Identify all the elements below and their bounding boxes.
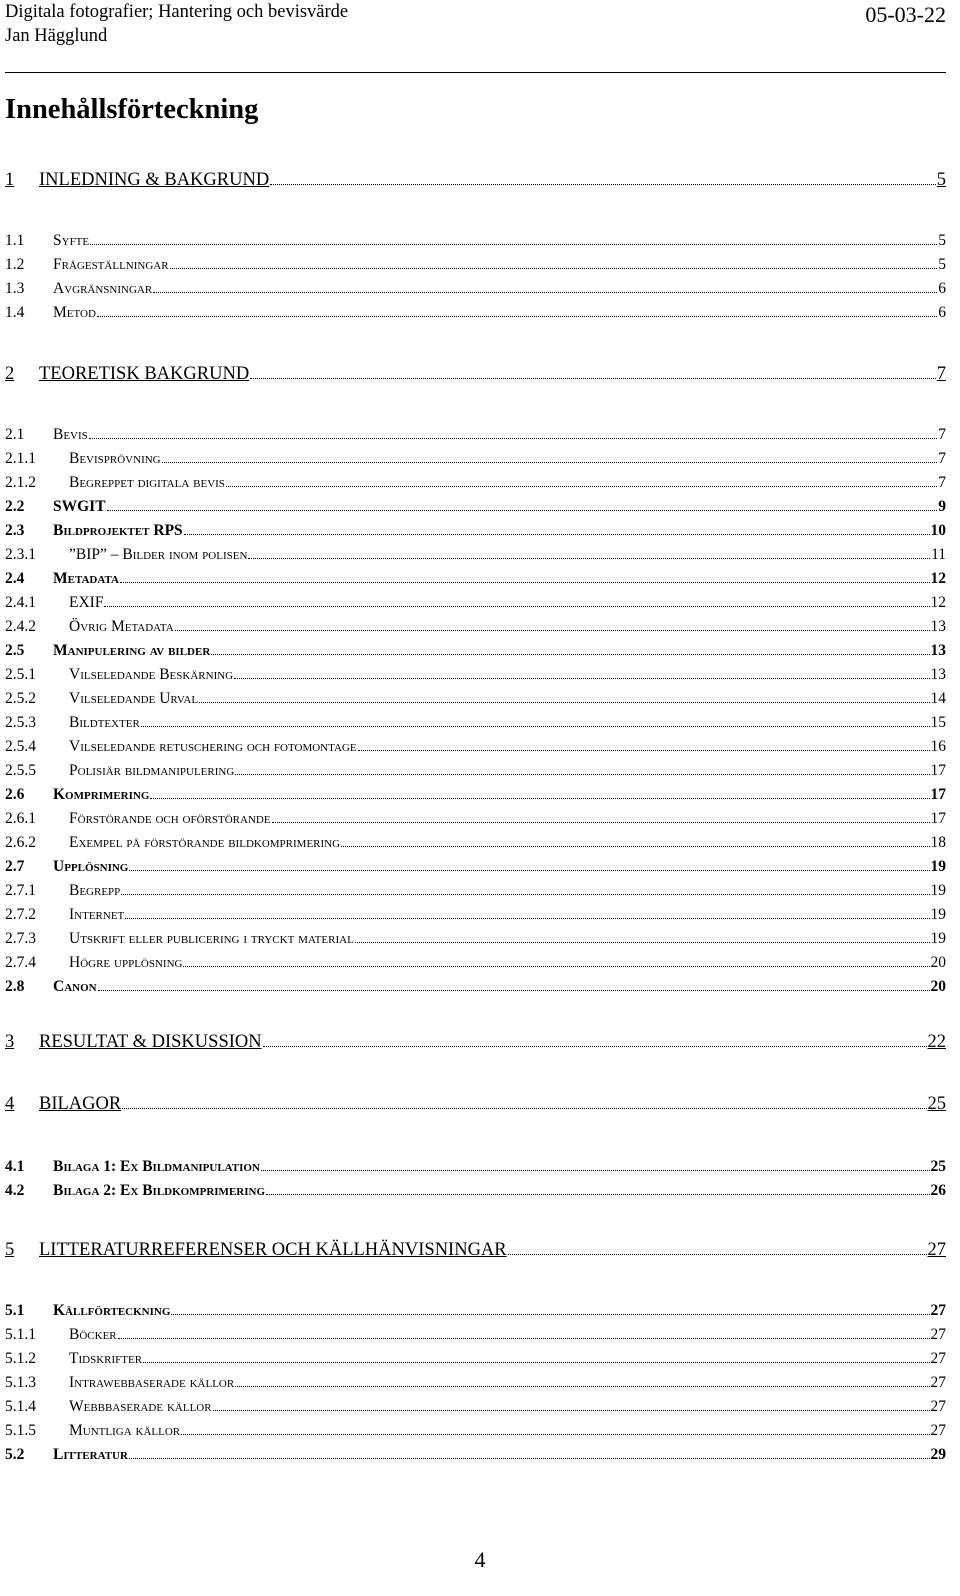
toc-heading: Innehållsförteckning	[5, 94, 259, 125]
toc-entry-title: Litteratur	[53, 1446, 128, 1463]
toc-entry-page: 20	[930, 954, 946, 971]
toc-entry[interactable]	[5, 256, 946, 274]
toc-entry-page: 27	[930, 1302, 946, 1319]
toc-entry-page: 11	[931, 546, 946, 563]
toc-entry-number: 2.8	[5, 978, 25, 995]
toc-entry-page: 17	[930, 786, 946, 803]
toc-entry-number: 2.6	[5, 786, 25, 803]
toc-entry[interactable]	[5, 570, 946, 588]
toc-entry-page: 5	[938, 232, 946, 249]
toc-entry-page: 27	[927, 1240, 946, 1260]
toc-entry-title: SWGIT	[53, 498, 106, 515]
toc-entry[interactable]	[5, 1398, 946, 1416]
toc-entry-title: Polisiär bildmanipulering	[69, 762, 235, 779]
dot-leader	[153, 292, 937, 293]
toc-entry[interactable]	[5, 906, 946, 924]
dot-leader	[122, 1108, 926, 1109]
toc-entry-number: 2.4	[5, 570, 25, 587]
toc-entry[interactable]	[5, 1240, 946, 1261]
toc-entry-number: 3	[5, 1032, 15, 1052]
toc-entry-page: 19	[930, 906, 946, 923]
dot-leader	[150, 798, 929, 799]
toc-entry-number: 2.2	[5, 498, 25, 515]
toc-entry[interactable]	[5, 1326, 946, 1344]
dot-leader	[272, 822, 930, 823]
toc-entry-title: Bilaga 2: Ex Bildkomprimering	[53, 1182, 266, 1199]
toc-entry[interactable]	[5, 714, 946, 732]
dot-leader	[250, 378, 936, 379]
toc-entry-title: Bilaga 1: Ex Bildmanipulation	[53, 1158, 260, 1175]
toc-entry[interactable]	[5, 522, 946, 540]
toc-entry-title: Förstörande och oförstörande	[69, 810, 271, 827]
dot-leader	[143, 1362, 929, 1363]
dot-leader	[358, 750, 930, 751]
toc-entry-number: 5.1.4	[5, 1398, 36, 1415]
toc-entry-number: 2.7.4	[5, 954, 36, 971]
dot-leader	[141, 726, 930, 727]
toc-entry-number: 1.3	[5, 280, 25, 297]
toc-entry-page: 29	[930, 1446, 946, 1463]
dot-leader	[213, 1410, 930, 1411]
toc-entry-title: Webbbaserade källor	[69, 1398, 212, 1415]
toc-entry[interactable]	[5, 786, 946, 804]
toc-entry[interactable]	[5, 618, 946, 636]
toc-entry-title: Intrawebbaserade källor	[69, 1374, 235, 1391]
dot-leader	[97, 316, 937, 317]
toc-entry-page: 27	[930, 1326, 946, 1343]
toc-entry-number: 5.2	[5, 1446, 25, 1463]
toc-entry[interactable]	[5, 1032, 946, 1053]
toc-entry-title: Manipulering av bilder	[53, 642, 211, 659]
dot-leader	[120, 582, 930, 583]
toc-entry-page: 10	[930, 522, 946, 539]
toc-entry-number: 2.1.2	[5, 474, 36, 491]
dot-leader	[129, 870, 929, 871]
dot-leader	[248, 558, 930, 559]
toc-entry-page: 27	[930, 1398, 946, 1415]
toc-entry-title: INLEDNING & BAKGRUND	[39, 170, 270, 190]
toc-entry[interactable]	[5, 474, 946, 492]
toc-entry-page: 14	[930, 690, 946, 707]
toc-entry-title: TEORETISK BAKGRUND	[39, 364, 250, 384]
toc-entry-number: 2.7.1	[5, 882, 36, 899]
toc-entry-page: 27	[930, 1422, 946, 1439]
toc-entry[interactable]	[5, 498, 946, 516]
toc-entry-number: 2.4.1	[5, 594, 36, 611]
toc-entry-number: 2	[5, 364, 15, 384]
toc-entry-title: Övrig Metadata	[69, 618, 174, 635]
toc-entry-number: 2.5.5	[5, 762, 36, 779]
toc-entry-title: Upplösning	[53, 858, 129, 875]
toc-entry-page: 20	[930, 978, 946, 995]
dot-leader	[266, 1194, 929, 1195]
toc-entry-title: LITTERATURREFERENSER OCH KÄLLHÄNVISNINGAR	[39, 1240, 507, 1260]
toc-entry-title: Begreppet digitala bevis	[69, 474, 225, 491]
toc-entry-title: EXIF	[69, 594, 104, 611]
toc-entry-page: 13	[930, 666, 946, 683]
toc-entry-number: 1.1	[5, 232, 25, 249]
dot-leader	[107, 510, 938, 511]
toc-entry-page: 25	[930, 1158, 946, 1175]
toc-entry-title: Internet	[69, 906, 125, 923]
dot-leader	[121, 894, 929, 895]
toc-entry-title: Bevis	[53, 426, 88, 443]
toc-entry-page: 26	[930, 1182, 946, 1199]
dot-leader	[98, 990, 930, 991]
toc-entry-page: 12	[930, 594, 946, 611]
toc-entry-page: 17	[930, 810, 946, 827]
toc-entry-title: Källförteckning	[53, 1302, 171, 1319]
toc-entry-page: 5	[936, 170, 946, 190]
toc-entry-title: Frågeställningar	[53, 256, 169, 273]
document-date: 05-03-22	[865, 2, 946, 27]
toc-entry-number: 2.3	[5, 522, 25, 539]
toc-entry-number: 5.1.3	[5, 1374, 36, 1391]
toc-entry[interactable]	[5, 978, 946, 996]
dot-leader	[235, 774, 929, 775]
toc-entry[interactable]	[5, 642, 946, 660]
toc-entry[interactable]	[5, 546, 946, 564]
dot-leader	[90, 244, 937, 245]
toc-entry[interactable]	[5, 1446, 946, 1464]
toc-entry[interactable]	[5, 1422, 946, 1440]
toc-entry-title: Begrepp	[69, 882, 121, 899]
author-name: Jan Hägglund	[5, 26, 108, 46]
toc-entry[interactable]	[5, 170, 946, 191]
toc-entry[interactable]	[5, 810, 946, 828]
toc-entry[interactable]	[5, 834, 946, 852]
document-title: Digitala fotografier; Hantering och bevisvärde	[5, 2, 349, 22]
toc-entry-title: Metod	[53, 304, 96, 321]
toc-entry-title: Utskrift eller publicering i tryckt material	[69, 930, 354, 947]
toc-entry[interactable]	[5, 1374, 946, 1392]
toc-entry-title: Bevisprövning	[69, 450, 161, 467]
dot-leader	[184, 534, 930, 535]
toc-entry-number: 2.5.4	[5, 738, 36, 755]
page-header	[5, 0, 946, 73]
toc-entry[interactable]	[5, 450, 946, 468]
toc-entry-page: 7	[938, 474, 946, 491]
toc-entry-number: 2.5.2	[5, 690, 36, 707]
toc-entry-page: 19	[930, 882, 946, 899]
toc-entry-page: 7	[938, 426, 946, 443]
toc-entry-number: 2.5.1	[5, 666, 36, 683]
toc-entry-title: ”BIP” – Bilder inom polisen	[69, 546, 248, 563]
toc-entry-number: 4.1	[5, 1158, 25, 1175]
toc-entry-title: Vilseledande Beskärning	[69, 666, 234, 683]
toc-entry-page: 9	[938, 498, 946, 515]
toc-entry-page: 27	[930, 1350, 946, 1367]
toc-entry-number: 5.1.1	[5, 1326, 36, 1343]
toc-entry-number: 2.7.3	[5, 930, 36, 947]
toc-entry-title: RESULTAT & DISKUSSION	[39, 1032, 262, 1052]
dot-leader	[175, 630, 930, 631]
toc-entry-page: 25	[927, 1094, 946, 1114]
dot-leader	[162, 462, 938, 463]
dot-leader	[261, 1170, 930, 1171]
dot-leader	[235, 1386, 929, 1387]
toc-entry[interactable]	[5, 1350, 946, 1368]
dot-leader	[199, 702, 929, 703]
toc-entry-number: 1	[5, 170, 15, 190]
dot-leader	[263, 1046, 927, 1047]
toc-entry-number: 2.6.2	[5, 834, 36, 851]
toc-entry[interactable]	[5, 1094, 946, 1115]
toc-entry-number: 4	[5, 1094, 15, 1114]
dot-leader	[171, 1314, 929, 1315]
toc-entry-page: 13	[930, 642, 946, 659]
toc-entry-number: 2.7	[5, 858, 25, 875]
toc-entry-title: Tidskrifter	[69, 1350, 143, 1367]
dot-leader	[129, 1458, 930, 1459]
dot-leader	[234, 678, 929, 679]
toc-entry[interactable]	[5, 1158, 946, 1176]
toc-entry[interactable]	[5, 690, 946, 708]
toc-entry-number: 2.5.3	[5, 714, 36, 731]
toc-entry-page: 7	[938, 450, 946, 467]
dot-leader	[170, 268, 938, 269]
toc-entry-page: 15	[930, 714, 946, 731]
toc-entry-number: 2.3.1	[5, 546, 36, 563]
toc-entry-number: 5.1.2	[5, 1350, 36, 1367]
toc-entry-title: Högre upplösning	[69, 954, 183, 971]
dot-leader	[104, 606, 929, 607]
toc-entry-number: 1.2	[5, 256, 25, 273]
toc-entry-number: 5	[5, 1240, 15, 1260]
dot-leader	[270, 184, 936, 185]
dot-leader	[89, 438, 937, 439]
toc-entry[interactable]	[5, 738, 946, 756]
toc-entry[interactable]	[5, 426, 946, 444]
dot-leader	[355, 942, 930, 943]
toc-entry-page: 6	[938, 304, 946, 321]
toc-entry-title: Komprimering	[53, 786, 150, 803]
toc-entry[interactable]	[5, 666, 946, 684]
dot-leader	[508, 1254, 927, 1255]
toc-entry[interactable]	[5, 304, 946, 322]
toc-entry-page: 12	[930, 570, 946, 587]
toc-entry-title: Muntliga källor	[69, 1422, 181, 1439]
toc-entry-number: 2.7.2	[5, 906, 36, 923]
dot-leader	[211, 654, 929, 655]
toc-entry-number: 2.1.1	[5, 450, 36, 467]
toc-entry-page: 16	[930, 738, 946, 755]
toc-entry[interactable]	[5, 954, 946, 972]
toc-entry-number: 2.4.2	[5, 618, 36, 635]
toc-entry-page: 7	[936, 364, 946, 384]
toc-entry-page: 22	[927, 1032, 946, 1052]
toc-entry-page: 17	[930, 762, 946, 779]
toc-entry-title: Vilseledande Urval	[69, 690, 199, 707]
toc-entry-page: 27	[930, 1374, 946, 1391]
dot-leader	[226, 486, 937, 487]
toc-entry[interactable]	[5, 594, 946, 612]
toc-entry-title: Vilseledande retuschering och fotomontage	[69, 738, 357, 755]
toc-entry-title: BILAGOR	[39, 1094, 122, 1114]
page-number: 4	[474, 1547, 486, 1572]
dot-leader	[341, 846, 929, 847]
toc-entry-title: Syfte	[53, 232, 90, 249]
toc-entry-number: 1.4	[5, 304, 25, 321]
toc-entry[interactable]	[5, 930, 946, 948]
toc-entry-title: Exempel på förstörande bildkomprimering	[69, 834, 341, 851]
toc-entry-title: Canon	[53, 978, 97, 995]
toc-entry-title: Bildprojektet RPS	[53, 522, 183, 539]
toc-entry-page: 18	[930, 834, 946, 851]
toc-entry-number: 5.1.5	[5, 1422, 36, 1439]
toc-entry-page: 19	[930, 930, 946, 947]
toc-entry-title: Avgränsningar	[53, 280, 153, 297]
toc-entry[interactable]	[5, 232, 946, 250]
toc-entry-page: 5	[938, 256, 946, 273]
toc-entry[interactable]	[5, 1182, 946, 1200]
toc-entry-page: 19	[930, 858, 946, 875]
toc-entry-title: Bildtexter	[69, 714, 140, 731]
toc-entry[interactable]	[5, 364, 946, 385]
toc-entry-number: 2.6.1	[5, 810, 36, 827]
toc-entry-number: 2.1	[5, 426, 25, 443]
toc-entry-title: Metadata	[53, 570, 119, 587]
toc-entry-title: Böcker	[69, 1326, 117, 1343]
dot-leader	[183, 966, 929, 967]
dot-leader	[181, 1434, 929, 1435]
toc-entry-page: 13	[930, 618, 946, 635]
toc-entry[interactable]	[5, 762, 946, 780]
toc-entry[interactable]	[5, 882, 946, 900]
toc-entry[interactable]	[5, 1302, 946, 1320]
toc-entry-page: 6	[938, 280, 946, 297]
dot-leader	[125, 918, 929, 919]
toc-entry-number: 5.1	[5, 1302, 25, 1319]
toc-entry-number: 4.2	[5, 1182, 25, 1199]
toc-entry[interactable]	[5, 858, 946, 876]
toc-entry[interactable]	[5, 280, 946, 298]
dot-leader	[118, 1338, 930, 1339]
toc-entry-number: 2.5	[5, 642, 25, 659]
